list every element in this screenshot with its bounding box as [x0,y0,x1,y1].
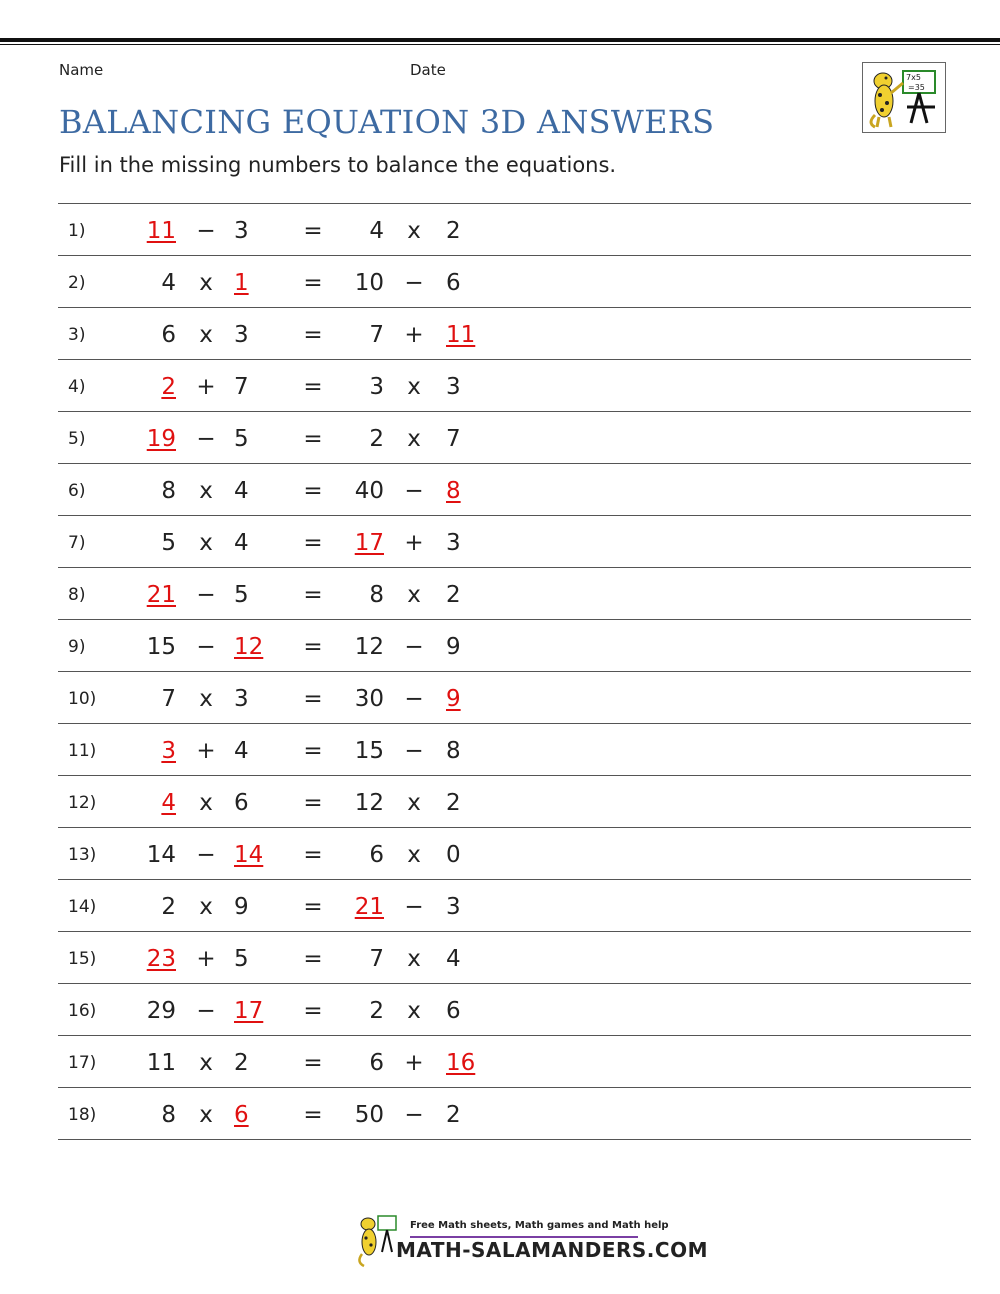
equals-sign: = [303,842,323,868]
equation-row [58,568,971,620]
operand-c: 7 [369,322,384,348]
operator-left: − [196,634,216,660]
operator-right: − [404,478,424,504]
operand-b: 5 [234,426,249,452]
answer-operand-d: 11 [446,322,476,348]
board-text-line2: =35 [908,83,925,92]
operand-c: 2 [369,998,384,1024]
operator-right: − [404,686,424,712]
operator-right: x [407,582,421,608]
top-rule [0,38,1000,42]
question-number: 16) [68,1001,97,1021]
operand-b: 9 [234,894,249,920]
operand-a: 5 [161,530,176,556]
operator-right: x [407,946,421,972]
operand-c: 50 [354,1102,384,1128]
answer-operand-b: 1 [234,270,249,296]
operand-b: 3 [234,218,249,244]
equals-sign: = [303,894,323,920]
operand-c: 30 [354,686,384,712]
question-number: 18) [68,1105,97,1125]
operand-d: 2 [446,218,461,244]
operand-a: 11 [146,1050,176,1076]
operator-left: − [196,426,216,452]
operator-left: − [196,998,216,1024]
operand-a: 29 [146,998,176,1024]
operand-d: 2 [446,790,461,816]
answer-operand-b: 6 [234,1102,249,1128]
operator-left: x [199,894,213,920]
answer-operand-c: 17 [354,530,384,556]
equals-sign: = [303,1102,323,1128]
operator-left: x [199,530,213,556]
operator-left: x [199,790,213,816]
operator-right: − [404,270,424,296]
operand-c: 12 [354,790,384,816]
operand-b: 3 [234,322,249,348]
question-number: 10) [68,689,97,709]
question-number: 8) [68,585,86,605]
operator-right: + [404,1050,424,1076]
question-number: 1) [68,221,86,241]
answer-operand-b: 12 [234,634,264,660]
answer-operand-a: 23 [146,946,176,972]
operand-c: 12 [354,634,384,660]
operand-c: 6 [369,842,384,868]
operator-right: x [407,842,421,868]
operand-a: 8 [161,1102,176,1128]
answer-operand-a: 3 [161,738,176,764]
equation-row [58,256,971,308]
operand-b: 5 [234,946,249,972]
operator-right: x [407,374,421,400]
operator-right: − [404,634,424,660]
operator-right: − [404,1102,424,1128]
question-number: 14) [68,897,97,917]
question-number: 13) [68,845,97,865]
equals-sign: = [303,686,323,712]
equation-row [58,360,971,412]
question-number: 2) [68,273,86,293]
equation-row [58,1088,971,1140]
equation-row [58,828,971,880]
operand-d: 7 [446,426,461,452]
footer-tagline: Free Math sheets, Math games and Math help [410,1220,669,1231]
operand-d: 8 [446,738,461,764]
operand-c: 3 [369,374,384,400]
operand-a: 4 [161,270,176,296]
operator-left: x [199,478,213,504]
question-number: 6) [68,481,86,501]
board-text-line1: 7x5 [906,73,921,82]
question-number: 15) [68,949,97,969]
operator-left: x [199,1102,213,1128]
equation-list [58,203,971,1140]
operand-b: 4 [234,530,249,556]
answer-operand-b: 14 [234,842,264,868]
equals-sign: = [303,426,323,452]
operand-d: 6 [446,998,461,1024]
answer-operand-d: 16 [446,1050,476,1076]
operand-a: 8 [161,478,176,504]
question-number: 3) [68,325,86,345]
operator-left: − [196,842,216,868]
operand-c: 2 [369,426,384,452]
question-number: 7) [68,533,86,553]
operator-left: + [196,738,216,764]
equals-sign: = [303,374,323,400]
equation-row [58,308,971,360]
operand-a: 7 [161,686,176,712]
operator-right: + [404,530,424,556]
equals-sign: = [303,790,323,816]
equation-row [58,516,971,568]
equals-sign: = [303,322,323,348]
question-number: 11) [68,741,97,761]
operator-left: − [196,218,216,244]
operator-left: x [199,322,213,348]
question-number: 12) [68,793,97,813]
equals-sign: = [303,582,323,608]
answer-operand-a: 19 [146,426,176,452]
operand-a: 15 [146,634,176,660]
answer-operand-b: 17 [234,998,264,1024]
operand-c: 40 [354,478,384,504]
instructions: Fill in the missing numbers to balance the equations. [59,153,617,177]
operand-c: 15 [354,738,384,764]
operand-c: 4 [369,218,384,244]
operand-b: 4 [234,738,249,764]
date-label: Date [410,61,446,79]
equation-row [58,776,971,828]
operand-b: 5 [234,582,249,608]
salamander-teacher-logo [862,62,946,133]
equals-sign: = [303,738,323,764]
operand-d: 2 [446,582,461,608]
operator-left: x [199,686,213,712]
operand-c: 10 [354,270,384,296]
operator-right: + [404,322,424,348]
operand-d: 0 [446,842,461,868]
operand-d: 3 [446,374,461,400]
equals-sign: = [303,478,323,504]
equals-sign: = [303,218,323,244]
footer-salamander-icon [352,1212,398,1268]
operand-d: 9 [446,634,461,660]
question-number: 4) [68,377,86,397]
equation-row [58,464,971,516]
operator-right: x [407,218,421,244]
operand-c: 6 [369,1050,384,1076]
answer-operand-a: 2 [161,374,176,400]
answer-operand-d: 9 [446,686,461,712]
footer-site-name: MATH-SALAMANDERS.COM [396,1238,708,1262]
operator-right: − [404,738,424,764]
equation-row [58,932,971,984]
operator-right: x [407,790,421,816]
equation-row [58,724,971,776]
equals-sign: = [303,270,323,296]
operand-c: 8 [369,582,384,608]
operator-left: + [196,946,216,972]
footer [352,1212,708,1268]
operand-b: 3 [234,686,249,712]
operand-b: 4 [234,478,249,504]
operand-d: 3 [446,894,461,920]
name-label: Name [59,61,104,79]
operand-b: 7 [234,374,249,400]
equals-sign: = [303,946,323,972]
operator-left: − [196,582,216,608]
operator-right: − [404,894,424,920]
answer-operand-a: 11 [146,218,176,244]
operand-b: 2 [234,1050,249,1076]
equation-row [58,620,971,672]
answer-operand-a: 21 [146,582,176,608]
question-number: 5) [68,429,86,449]
equals-sign: = [303,998,323,1024]
equation-row [58,204,971,256]
operand-a: 2 [161,894,176,920]
operator-right: x [407,998,421,1024]
equals-sign: = [303,634,323,660]
operand-d: 2 [446,1102,461,1128]
answer-operand-a: 4 [161,790,176,816]
equation-row [58,412,971,464]
operator-left: + [196,374,216,400]
operand-c: 7 [369,946,384,972]
equation-row [58,984,971,1036]
question-number: 9) [68,637,86,657]
equals-sign: = [303,1050,323,1076]
answer-operand-c: 21 [354,894,384,920]
equation-row [58,672,971,724]
operand-d: 6 [446,270,461,296]
operator-left: x [199,270,213,296]
operand-b: 6 [234,790,249,816]
answer-operand-d: 8 [446,478,461,504]
operand-a: 6 [161,322,176,348]
top-rule-thin [0,44,1000,45]
operand-d: 4 [446,946,461,972]
equals-sign: = [303,530,323,556]
operand-a: 14 [146,842,176,868]
equation-row [58,880,971,932]
question-number: 17) [68,1053,97,1073]
operand-d: 3 [446,530,461,556]
page-title: BALANCING EQUATION 3D ANSWERS [59,103,715,141]
operator-right: x [407,426,421,452]
equation-row [58,1036,971,1088]
operator-left: x [199,1050,213,1076]
